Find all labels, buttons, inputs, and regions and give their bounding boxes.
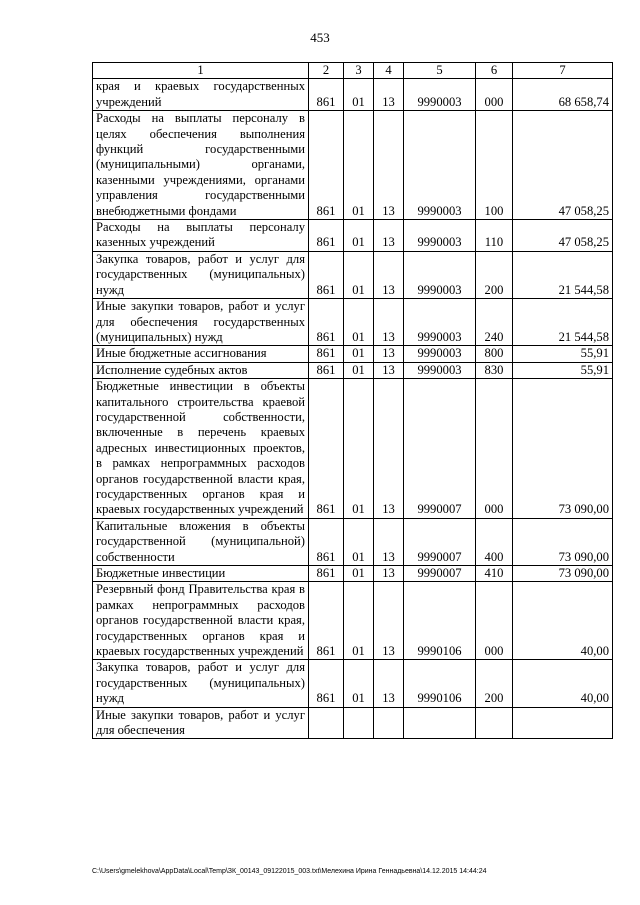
row-description: Капитальные вложения в объекты государственной (муниципальной) собственности (93, 518, 309, 565)
cell-target-article (404, 707, 476, 739)
cell-target-article: 9990007 (404, 518, 476, 565)
cell-section: 01 (344, 111, 374, 220)
cell-expense-type: 000 (476, 582, 513, 660)
cell-section: 01 (344, 346, 374, 362)
cell-target-article: 9990003 (404, 79, 476, 111)
table-row (93, 660, 613, 707)
row-description: края и краевых государственных учреждений (93, 79, 309, 111)
cell-amount: 40,00 (513, 660, 613, 707)
cell-section (344, 707, 374, 739)
file-path-footer: C:\Users\gmelekhova\AppData\Local\Temp\ЗК_00143_09122015_003.txt\Мелехина Ирина Геннадьевна\14.12.2015 14:44:24 (92, 868, 487, 875)
cell-ministry-code: 861 (309, 379, 344, 519)
column-header: 4 (374, 63, 404, 79)
cell-subsection: 13 (374, 111, 404, 220)
cell-target-article: 9990106 (404, 582, 476, 660)
cell-amount: 21 544,58 (513, 299, 613, 346)
cell-amount: 40,00 (513, 582, 613, 660)
cell-expense-type: 000 (476, 79, 513, 111)
column-header: 6 (476, 63, 513, 79)
cell-expense-type: 240 (476, 299, 513, 346)
cell-amount (513, 707, 613, 739)
cell-target-article: 9990007 (404, 566, 476, 582)
cell-expense-type: 830 (476, 362, 513, 378)
cell-section: 01 (344, 660, 374, 707)
cell-expense-type: 800 (476, 346, 513, 362)
cell-expense-type: 110 (476, 220, 513, 252)
row-description: Иные закупки товаров, работ и услуг для обеспечения государственных (муниципальных) нужд (93, 299, 309, 346)
cell-subsection: 13 (374, 79, 404, 111)
cell-expense-type: 200 (476, 660, 513, 707)
cell-subsection: 13 (374, 379, 404, 519)
cell-ministry-code: 861 (309, 299, 344, 346)
row-description: Расходы на выплаты персоналу в целях обеспечения выполнения функций государственными (муниципальными) органами, казенными учреждениями, органами управления государственными внебюджетными фондами (93, 111, 309, 220)
row-description: Иные закупки товаров, работ и услуг для обеспечения (93, 707, 309, 739)
cell-expense-type (476, 707, 513, 739)
cell-ministry-code: 861 (309, 346, 344, 362)
cell-amount: 68 658,74 (513, 79, 613, 111)
table-row (93, 346, 613, 362)
cell-ministry-code: 861 (309, 362, 344, 378)
cell-section: 01 (344, 379, 374, 519)
cell-ministry-code: 861 (309, 251, 344, 298)
cell-subsection: 13 (374, 362, 404, 378)
cell-subsection: 13 (374, 566, 404, 582)
cell-target-article: 9990003 (404, 251, 476, 298)
cell-ministry-code: 861 (309, 566, 344, 582)
column-header: 7 (513, 63, 613, 79)
cell-subsection (374, 707, 404, 739)
cell-section: 01 (344, 251, 374, 298)
column-header: 1 (93, 63, 309, 79)
row-description: Иные бюджетные ассигнования (93, 346, 309, 362)
cell-section: 01 (344, 566, 374, 582)
cell-target-article: 9990106 (404, 660, 476, 707)
cell-amount: 73 090,00 (513, 566, 613, 582)
column-header: 2 (309, 63, 344, 79)
cell-subsection: 13 (374, 518, 404, 565)
row-description: Исполнение судебных актов (93, 362, 309, 378)
cell-subsection: 13 (374, 346, 404, 362)
table-row (93, 518, 613, 565)
column-header: 3 (344, 63, 374, 79)
cell-ministry-code (309, 707, 344, 739)
cell-amount: 47 058,25 (513, 111, 613, 220)
cell-amount: 55,91 (513, 346, 613, 362)
cell-amount: 47 058,25 (513, 220, 613, 252)
row-description: Закупка товаров, работ и услуг для государственных (муниципальных) нужд (93, 251, 309, 298)
cell-subsection: 13 (374, 220, 404, 252)
row-description: Бюджетные инвестиции в объекты капитального строительства краевой государственной собственности, включенные в перечень краевых адресных инвестиционных проектов, в рамках непрограммных расходов органов государственной власти края, государственных органов края и краевых государственных учреждений (93, 379, 309, 519)
cell-amount: 21 544,58 (513, 251, 613, 298)
table-row (93, 379, 613, 519)
cell-ministry-code: 861 (309, 79, 344, 111)
cell-target-article: 9990003 (404, 346, 476, 362)
cell-ministry-code: 861 (309, 660, 344, 707)
budget-table (92, 62, 613, 739)
header-row (93, 63, 613, 79)
cell-target-article: 9990007 (404, 379, 476, 519)
cell-ministry-code: 861 (309, 220, 344, 252)
cell-expense-type: 200 (476, 251, 513, 298)
table-row (93, 220, 613, 252)
cell-subsection: 13 (374, 299, 404, 346)
cell-expense-type: 000 (476, 379, 513, 519)
table-row (93, 362, 613, 378)
cell-section: 01 (344, 362, 374, 378)
table-row (93, 566, 613, 582)
cell-expense-type: 400 (476, 518, 513, 565)
table-row (93, 79, 613, 111)
cell-expense-type: 410 (476, 566, 513, 582)
cell-ministry-code: 861 (309, 518, 344, 565)
cell-amount: 73 090,00 (513, 518, 613, 565)
cell-subsection: 13 (374, 251, 404, 298)
row-description: Резервный фонд Правительства края в рамках непрограммных расходов органов государственной власти края, государственных органов края и краевых государственных учреждений (93, 582, 309, 660)
table-row (93, 299, 613, 346)
cell-section: 01 (344, 518, 374, 565)
cell-expense-type: 100 (476, 111, 513, 220)
table-row (93, 111, 613, 220)
cell-ministry-code: 861 (309, 111, 344, 220)
row-description: Бюджетные инвестиции (93, 566, 309, 582)
cell-section: 01 (344, 582, 374, 660)
cell-ministry-code: 861 (309, 582, 344, 660)
cell-section: 01 (344, 79, 374, 111)
table-row (93, 582, 613, 660)
row-description: Закупка товаров, работ и услуг для государственных (муниципальных) нужд (93, 660, 309, 707)
cell-section: 01 (344, 299, 374, 346)
cell-target-article: 9990003 (404, 220, 476, 252)
cell-subsection: 13 (374, 660, 404, 707)
column-header: 5 (404, 63, 476, 79)
cell-amount: 73 090,00 (513, 379, 613, 519)
cell-target-article: 9990003 (404, 299, 476, 346)
cell-amount: 55,91 (513, 362, 613, 378)
row-description: Расходы на выплаты персоналу казенных учреждений (93, 220, 309, 252)
table-row (93, 251, 613, 298)
cell-subsection: 13 (374, 582, 404, 660)
page-number: 453 (310, 30, 330, 45)
cell-section: 01 (344, 220, 374, 252)
cell-target-article: 9990003 (404, 362, 476, 378)
table-row (93, 707, 613, 739)
cell-target-article: 9990003 (404, 111, 476, 220)
